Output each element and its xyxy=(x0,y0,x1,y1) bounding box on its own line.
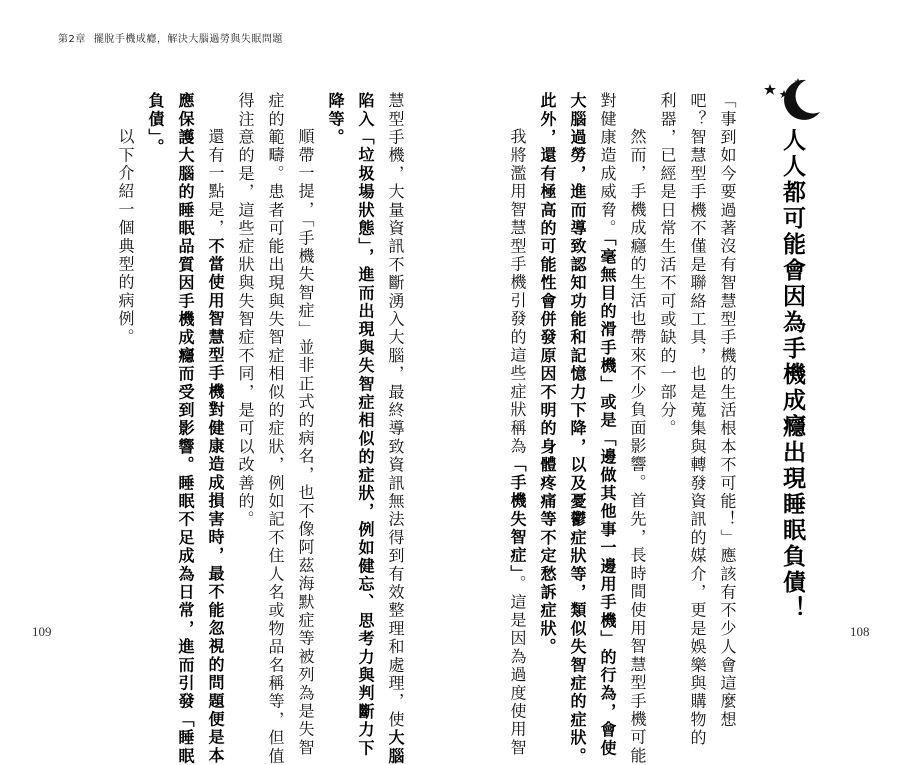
chapter-title: 擺脫手機成癮，解決大腦過勞與失眠問題 xyxy=(93,34,283,45)
page-number-left: 109 xyxy=(32,624,52,639)
left-col-9-emphasis: 負債」。 xyxy=(146,92,165,157)
right-col-1: 「事到如今要過著沒有智慧型手機的生活根本不可能！」應該有不少人會這麼想 xyxy=(718,92,737,729)
left-col-1 xyxy=(380,92,410,765)
left-col-6: 得注意的是，這些症狀與失智症不同，是可以改善的。 xyxy=(236,92,255,529)
page-number-right: 108 xyxy=(850,624,870,639)
left-col-7 xyxy=(200,92,230,765)
right-col-8-text-c: 。這是因為過度使用智 xyxy=(508,575,527,758)
left-col-9 xyxy=(140,92,170,157)
right-col-4: 然而，手機成癮的生活也帶來不少負面影響。首先，長時間使用智慧型手機可能 xyxy=(628,128,647,765)
right-col-8-emphasis: 「手機失智症」 xyxy=(508,455,527,576)
left-col-1-emphasis: 大腦 xyxy=(386,729,405,765)
right-col-5 xyxy=(592,92,622,757)
left-col-3 xyxy=(320,92,350,147)
left-col-4: 順帶一提，「手機失智症」並非正式的病名，也不像阿茲海默症等被列為是失智 xyxy=(296,128,315,757)
left-col-2 xyxy=(350,92,380,757)
moon-stars-icon xyxy=(762,76,822,126)
left-col-7-text: 還有一點是， xyxy=(206,128,225,238)
left-col-2-emphasis: 陷入「垃圾場狀態」，進而出現與失智症相似的症狀，例如健忘、思考力與判斷力下 xyxy=(356,92,375,758)
left-col-8 xyxy=(170,92,200,765)
right-col-7-emphasis: 此外，還有極高的可能性會併發原因不明的身體疼痛等不定愁訴症狀。 xyxy=(538,92,557,657)
right-col-8 xyxy=(502,92,532,757)
left-col-1-text: 慧型手機，大量資訊不斷湧入大腦，最終導致資訊無法得到有效整理和處理，使 xyxy=(386,92,405,729)
right-col-5-emphasis: 「毫無目的滑手機」或是「邊做其他事一邊用手機」的行為，會使 xyxy=(598,237,617,758)
right-col-5-text: 對健康造成威脅。 xyxy=(598,92,617,238)
left-col-8-emphasis: 應保護大腦的睡眠品質因手機成癮而受到影響。睡眠不足成為日常，進而引發「睡眠 xyxy=(176,92,195,765)
running-header xyxy=(58,30,283,45)
chapter-number: 第2章 xyxy=(58,34,86,45)
right-col-6-emphasis: 大腦過勞，進而導致認知功能和記憶力下降，以及憂鬱症狀等，類似失智症的症狀。 xyxy=(568,92,587,765)
right-col-2: 吧？智慧型手機不僅是聯絡工具，也是蒐集與轉發資訊的媒介，更是娛樂與購物的 xyxy=(688,92,707,748)
right-col-6 xyxy=(562,92,592,765)
right-col-7 xyxy=(532,92,562,656)
section-headline: 人人都可能會因為手機成癮出現睡眠負債！ xyxy=(779,128,805,622)
left-col-7-emphasis: 不當使用智慧型手機對健康造成損害時，最不能忽視的問題便是本 xyxy=(206,237,225,765)
left-col-10: 以下介紹一個典型的病例。 xyxy=(116,128,135,347)
right-col-8-text-a: 我將濫用智慧型手機引發的這些症狀稱為 xyxy=(508,128,527,456)
left-col-5: 症的範疇。患者可能出現與失智症相似的症狀，例如記不住人名或物品名稱等，但值 xyxy=(266,92,285,765)
right-col-3: 利器，已經是日常生活不可或缺的一部分。 xyxy=(658,92,677,438)
left-col-3-emphasis: 降等。 xyxy=(326,92,345,147)
